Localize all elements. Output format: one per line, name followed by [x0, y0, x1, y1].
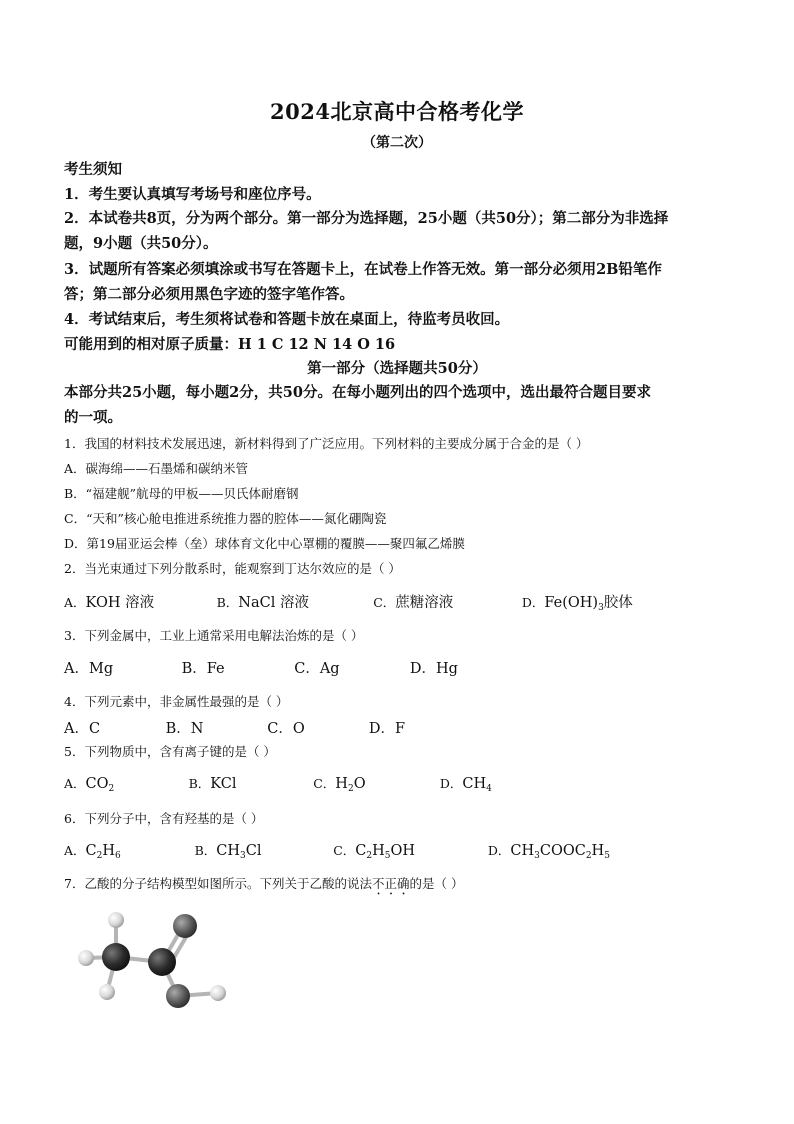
q7-stem: 7．乙酸的分子结构模型如图所示。下列关于乙酸的说法不正确的是（ ） [64, 876, 464, 891]
acetic-acid-model-image [68, 900, 248, 1020]
notice-item-2-cont: 题，9小题（共50分）。 [64, 235, 218, 252]
q6-stem: 6．下列分子中，含有羟基的是（ ） [64, 811, 264, 826]
notice-item-3: 3．试题所有答案必须填涂或书写在答题卡上，在试卷上作答无效。第一部分必须用2B铅笔作 [64, 261, 662, 278]
q3-option-c: C．Ag [294, 661, 340, 677]
q1-option-a: A．碳海绵——石墨烯和碳纳米管 [64, 461, 249, 476]
page-title: 2024北京高中合格考化学 [270, 99, 524, 124]
notice-item-3-cont: 答；第二部分必须用黑色字迹的签字笔作答。 [64, 286, 354, 303]
q5-option-b: B．KCl [188, 776, 237, 792]
q2-stem: 2．当光束通过下列分散系时，能观察到丁达尔效应的是（ ） [64, 561, 401, 576]
q5-options [64, 774, 492, 794]
q1-option-c: C．“天和”核心舱电推进系统推力器的腔体——氮化硼陶瓷 [64, 511, 387, 526]
q2-options [64, 591, 633, 613]
q1-stem: 1．我国的材料技术发展迅速，新材料得到了广泛应用。下列材料的主要成分属于合金的是（ ） [64, 436, 589, 451]
q2-option-b: B．NaCl 溶液 [216, 595, 309, 611]
q3-options [64, 657, 458, 678]
q6-options [64, 841, 610, 861]
atomic-mass-line: 可能用到的相对原子质量：H 1 C 12 N 14 O 16 [64, 336, 396, 353]
q5-option-c: C．$H_2O$ [313, 776, 366, 794]
q6-option-a: A．$C_2H_6$ [64, 843, 121, 861]
notice-item-4: 4．考试结束后，考生须将试卷和答题卡放在桌面上，待监考员收回。 [64, 311, 510, 328]
q2-option-d: D．$Fe(OH)_3$胶体 [521, 595, 633, 613]
q2-option-a: A．KOH 溶液 [64, 595, 155, 611]
q4-options [64, 717, 405, 738]
hydrogen-atom [99, 984, 115, 1000]
q3-option-b: B．Fe [181, 661, 225, 677]
carbon-atom [148, 948, 176, 976]
part1-intro: 本部分共25小题，每小题2分，共50分。在每小题列出的四个选项中，选出最符合题目要求 [64, 384, 651, 401]
q3-option-d: D．Hg [409, 661, 458, 677]
carbon-atom [102, 943, 130, 971]
oxygen-atom [173, 914, 197, 938]
notice-heading: 考生须知 [64, 161, 122, 178]
q6-option-c: C．$C_2H_5OH$ [333, 843, 416, 861]
q3-option-a: A．Mg [64, 661, 114, 677]
page-subtitle: （第二次） [362, 135, 432, 151]
q6-option-d: D．$CH_3COOC_2H_5$ [487, 843, 610, 861]
q5-stem: 5．下列物质中，含有离子键的是（ ） [64, 744, 276, 759]
hydrogen-atom [108, 912, 124, 928]
q4-option-b: B．N [165, 721, 204, 737]
q1-option-b: B．“福建舰”航母的甲板——贝氏体耐磨钢 [64, 486, 299, 501]
q1-option-d: D．第19届亚运会棒（垒）球体育文化中心罩棚的覆膜——聚四氟乙烯膜 [64, 536, 465, 551]
hydrogen-atom [78, 950, 94, 966]
oxygen-atom [166, 984, 190, 1008]
q3-stem: 3．下列金属中，工业上通常采用电解法治炼的是（ ） [64, 628, 364, 643]
notice-item-2: 2．本试卷共8页，分为两个部分。第一部分为选择题，25小题（共50分）；第二部分为非选择 [64, 210, 669, 227]
q4-stem: 4．下列元素中，非金属性最强的是（ ） [64, 694, 289, 709]
q6-option-b: B．$CH_3Cl$ [194, 843, 262, 861]
hydrogen-atom [210, 985, 226, 1001]
part1-intro-cont: 的一项。 [64, 409, 122, 426]
notice-item-1: 1．考生要认真填写考场号和座位序号。 [64, 186, 321, 203]
q5-option-a: A．$CO_2$ [64, 776, 115, 794]
q2-option-c: C．蔗糖溶液 [373, 595, 454, 611]
q4-option-c: C．O [267, 721, 305, 737]
q4-option-d: D．F [368, 721, 406, 737]
part1-heading: 第一部分（选择题共50分） [307, 360, 487, 377]
q4-option-a: A．C [64, 721, 101, 737]
q5-option-d: D．$CH_4$ [439, 776, 492, 794]
q7-emphasis: 不正确 [371, 876, 410, 891]
